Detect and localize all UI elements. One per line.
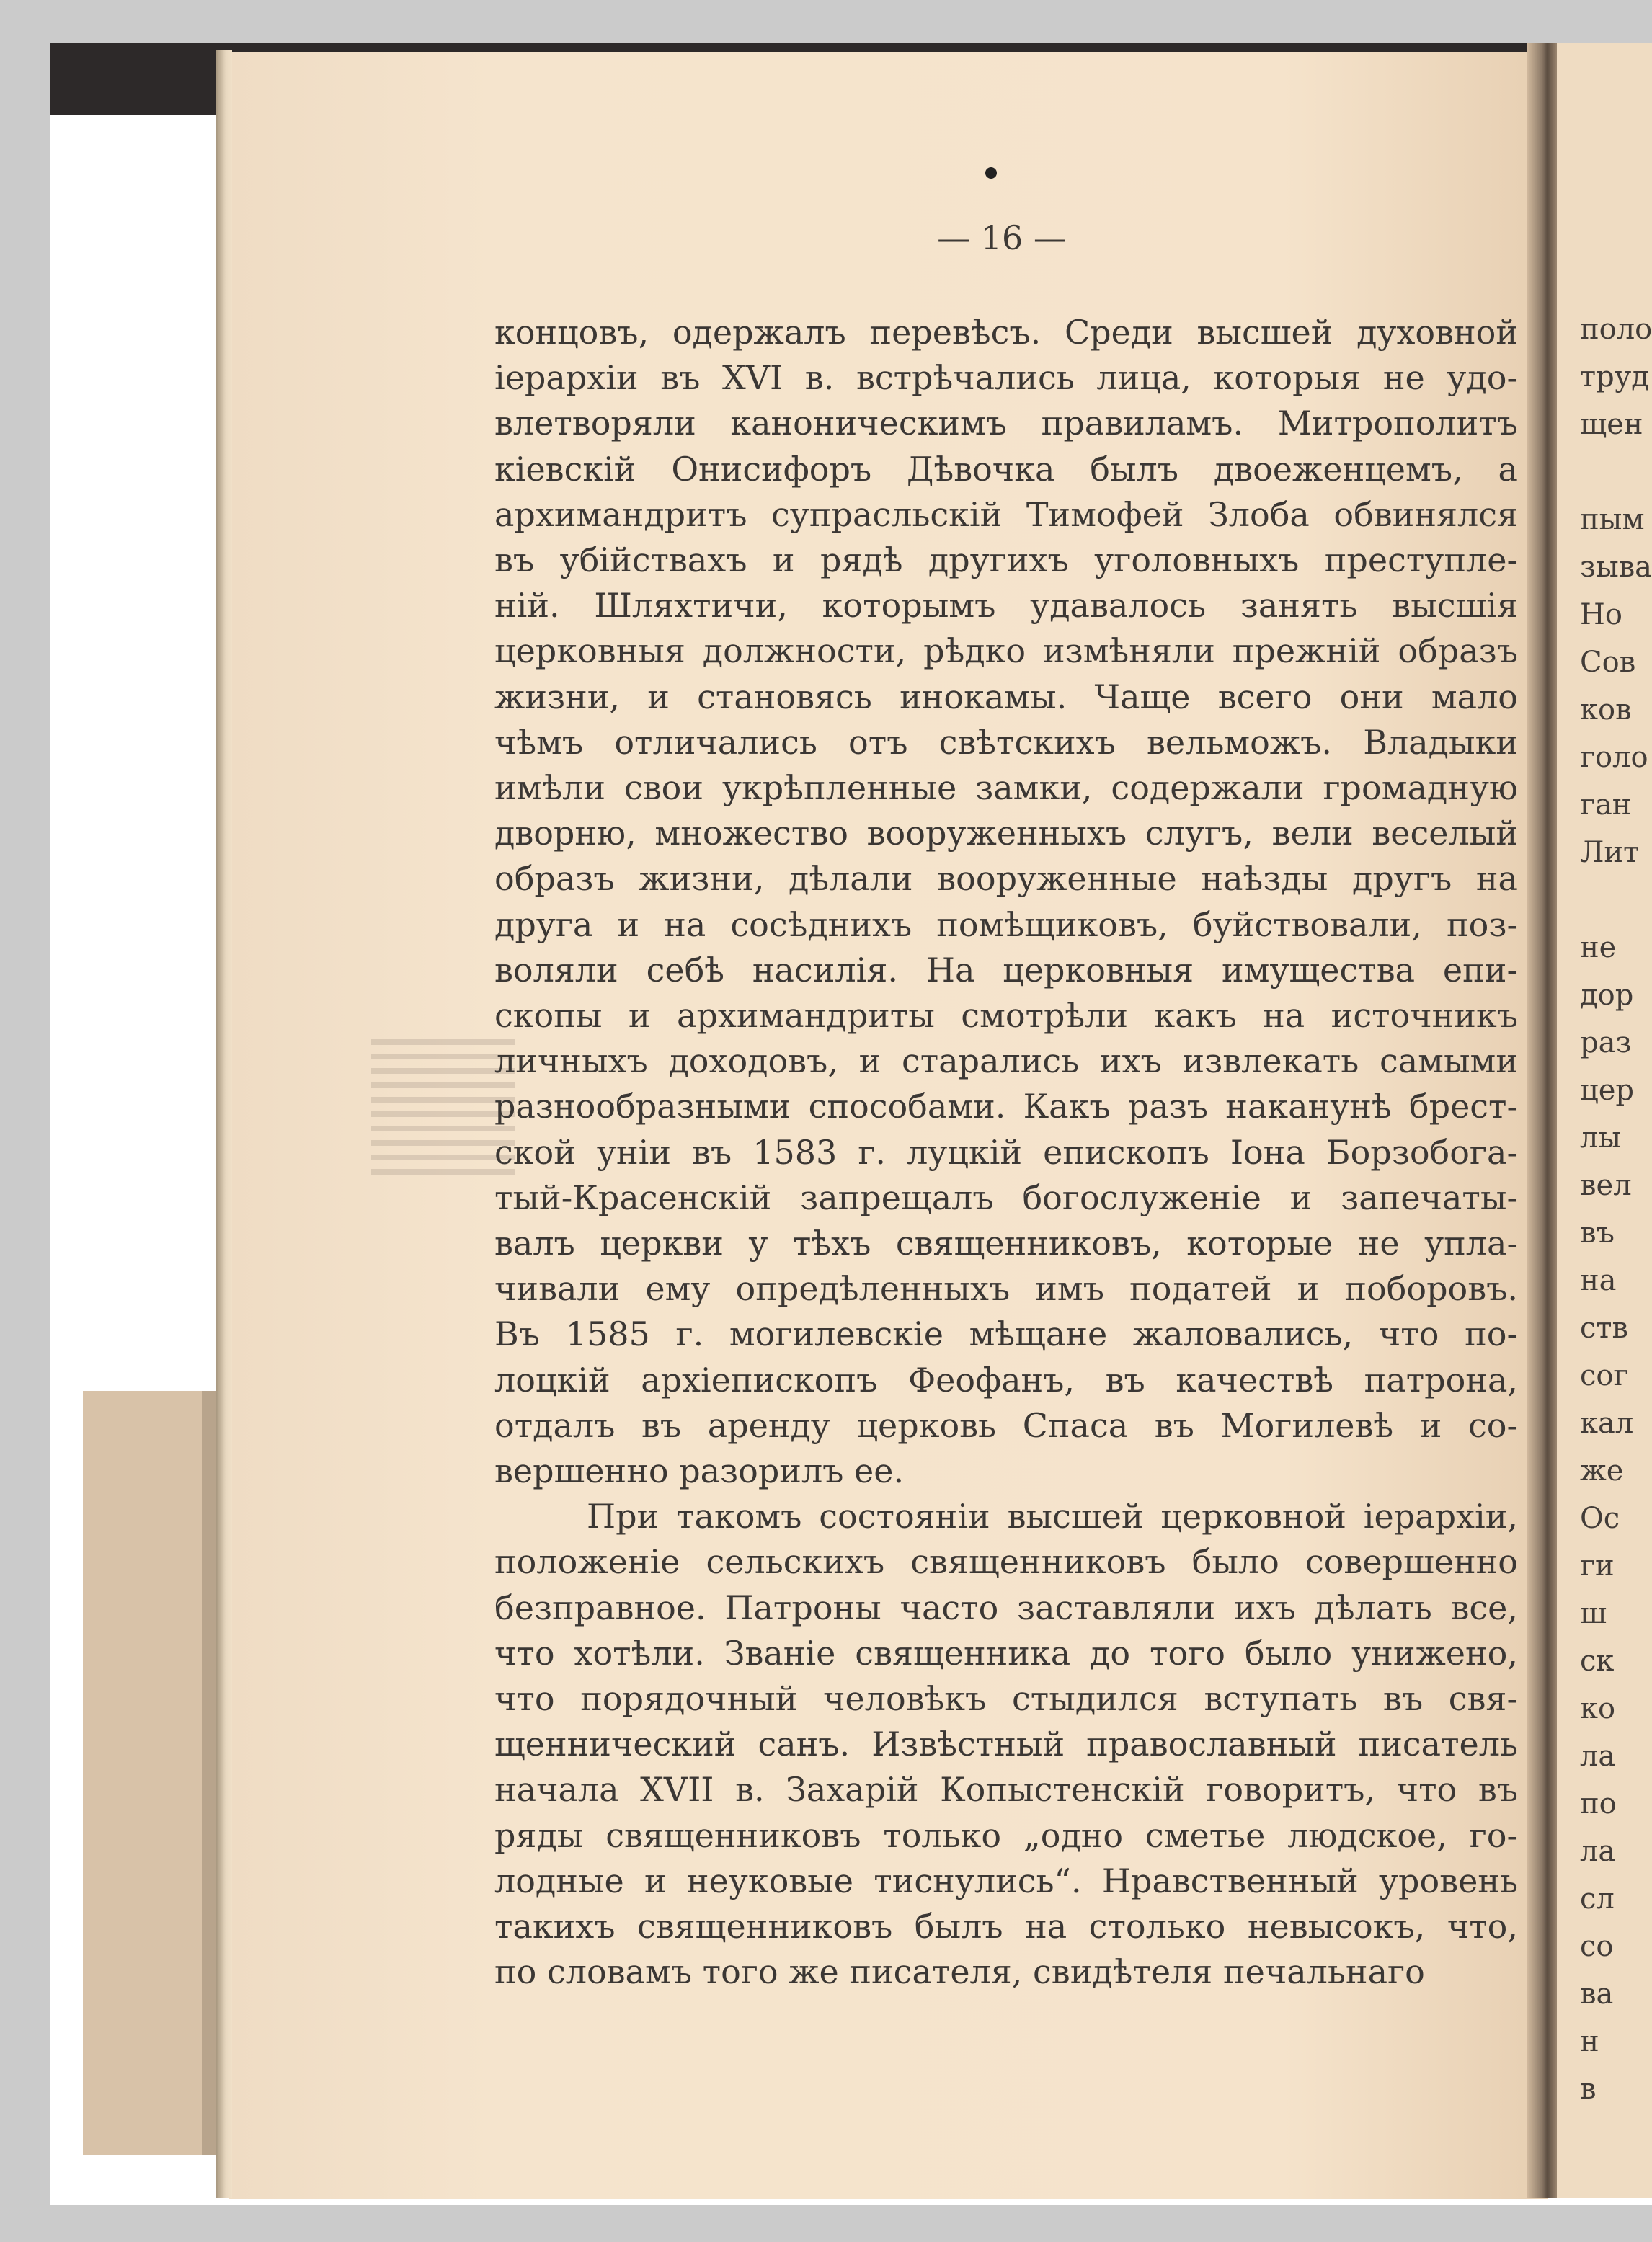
text-line: начала XVII в. Захарій Копыстенскій говоритъ, что въ xyxy=(494,1770,1518,1810)
facing-page-line: ги xyxy=(1580,1549,1615,1583)
facing-page-line: сл xyxy=(1580,1882,1615,1916)
facing-page-line: зыва xyxy=(1580,551,1652,584)
text-line: воляли себѣ насилія. На церковныя имущества епи- xyxy=(494,950,1518,989)
text-line: имѣли свои укрѣпленные замки, содержали громадную xyxy=(494,768,1518,807)
facing-page-line: Но xyxy=(1580,598,1622,631)
facing-page-line: пым xyxy=(1580,503,1645,536)
facing-page-line: поло xyxy=(1580,313,1652,346)
text-line: щеннический санъ. Извѣстный православный писатель xyxy=(494,1725,1518,1764)
facing-page-line: со xyxy=(1580,1930,1614,1963)
facing-page-line: труд xyxy=(1580,360,1649,393)
facing-page-line: дор xyxy=(1580,979,1634,1012)
facing-page-line: вел xyxy=(1580,1169,1632,1202)
text-line: безправное. Патроны часто заставляли ихъ дѣлать все, xyxy=(494,1588,1518,1627)
facing-page-line: ков xyxy=(1580,693,1632,726)
text-line: кіевскій Онисифоръ Дѣвочка былъ двоеженцемъ, а xyxy=(494,449,1518,489)
text-line: церковныя должности, рѣдко измѣняли прежній образъ xyxy=(494,631,1518,671)
text-line: личныхъ доходовъ, и старались ихъ извлекать самыми xyxy=(494,1041,1518,1081)
facing-page-line: ган xyxy=(1580,788,1632,822)
facing-page-line: сог xyxy=(1580,1359,1629,1392)
facing-page-line: голо xyxy=(1580,741,1648,774)
text-line: по словамъ того же писателя, свидѣтеля печальнаго xyxy=(494,1952,1425,1992)
facing-page-line: лы xyxy=(1580,1121,1622,1155)
facing-page-line: ск xyxy=(1580,1645,1615,1678)
text-line: чивали ему опредѣленныхъ имъ податей и поборовъ. xyxy=(494,1269,1518,1309)
text-line: Въ 1585 г. могилевскіе мѣщане жаловались, что по- xyxy=(494,1314,1518,1354)
facing-page-line: ла xyxy=(1580,1740,1616,1773)
facing-page-line: Ос xyxy=(1580,1502,1620,1535)
text-line: лоцкій архіепископъ Феофанъ, въ качествѣ патрона, xyxy=(494,1360,1518,1400)
text-line: лодные и неуковые тиснулись“. Нравственный уровень xyxy=(494,1861,1518,1900)
text-line: дворню, множество вооруженныхъ слугъ, вели веселый xyxy=(494,814,1518,853)
facing-page-line: въ xyxy=(1580,1216,1615,1250)
facing-page-line: не xyxy=(1580,931,1617,964)
facing-page-line: Лит xyxy=(1580,836,1640,869)
text-line: При такомъ состояніи высшей церковной іерархіи, xyxy=(587,1497,1518,1536)
text-line: концовъ, одержалъ перевѣсъ. Среди высшей духовной xyxy=(494,313,1518,352)
facing-page-line: по xyxy=(1580,1787,1617,1820)
text-line: валъ церкви у тѣхъ священниковъ, которые не упла- xyxy=(494,1224,1518,1263)
text-line: ряды священниковъ только „одно сметье людское, го- xyxy=(494,1815,1518,1855)
text-line: тый-Красенскій запрещалъ богослуженіе и запечаты- xyxy=(494,1178,1518,1217)
text-line: ній. Шляхтичи, которымъ удавалось занять высшія xyxy=(494,586,1518,626)
facing-page-fragment xyxy=(1557,43,1652,2198)
text-line: влетворяли каноническимъ правиламъ. Митрополитъ xyxy=(494,404,1518,443)
facing-page-line: цер xyxy=(1580,1074,1634,1107)
facing-page-line: щен xyxy=(1580,408,1643,441)
text-line: образъ жизни, дѣлали вооруженные наѣзды другъ на xyxy=(494,859,1518,899)
show-through-text xyxy=(371,1031,515,1304)
page-left-edge xyxy=(216,50,232,2198)
text-line: отдалъ въ аренду церковь Спаса въ Могилевѣ и со- xyxy=(494,1405,1518,1445)
facing-page-line: в xyxy=(1580,2073,1597,2106)
page-number: — 16 — xyxy=(937,218,1067,257)
book-gutter xyxy=(1527,43,1561,2198)
facing-page-line: на xyxy=(1580,1264,1617,1297)
text-line: положеніе сельскихъ священниковъ было совершенно xyxy=(494,1542,1518,1582)
facing-page-line: раз xyxy=(1580,1026,1632,1059)
facing-page-line: Сов xyxy=(1580,646,1636,679)
facing-page-line: ко xyxy=(1580,1692,1616,1725)
ink-dot xyxy=(985,167,997,179)
text-line: друга и на сосѣднихъ помѣщиковъ, буйствовали, поз- xyxy=(494,904,1518,944)
facing-page-line: н xyxy=(1580,2025,1599,2058)
text-line: разнообразными способами. Какъ разъ наканунѣ брест- xyxy=(494,1087,1518,1126)
facing-page-line: ва xyxy=(1580,1978,1614,2011)
facing-page-line: ш xyxy=(1580,1597,1607,1630)
text-line: что хотѣли. Званіе священника до того было унижено, xyxy=(494,1633,1518,1673)
underlying-page xyxy=(83,1391,207,2155)
text-line: скопы и архимандриты смотрѣли какъ на источникъ xyxy=(494,996,1518,1035)
text-line: вершенно разорилъ ее. xyxy=(494,1451,905,1490)
facing-page-line: ств xyxy=(1580,1312,1629,1345)
text-line: что порядочный человѣкъ стыдился вступать въ свя- xyxy=(494,1679,1518,1718)
facing-page-line: ла xyxy=(1580,1835,1616,1868)
text-line: жизни, и становясь инокамы. Чаще всего они мало xyxy=(494,677,1518,716)
text-line: чѣмъ отличались отъ свѣтскихъ вельможъ. Владыки xyxy=(494,722,1518,762)
text-line: въ убійствахъ и рядѣ другихъ уголовныхъ преступле- xyxy=(494,541,1518,579)
text-line: ской уніи въ 1583 г. луцкій епископъ Іона Борзобога- xyxy=(494,1132,1518,1172)
text-line: архимандритъ супрасльскій Тимофей Злоба обвинялся xyxy=(494,494,1518,534)
text-line: такихъ священниковъ былъ на столько невысокъ, что, xyxy=(494,1907,1518,1946)
text-line: іерархіи въ XVI в. встрѣчались лица, которыя не удо- xyxy=(494,358,1518,398)
facing-page-line: кал xyxy=(1580,1407,1634,1440)
facing-page-line: же xyxy=(1580,1454,1624,1487)
